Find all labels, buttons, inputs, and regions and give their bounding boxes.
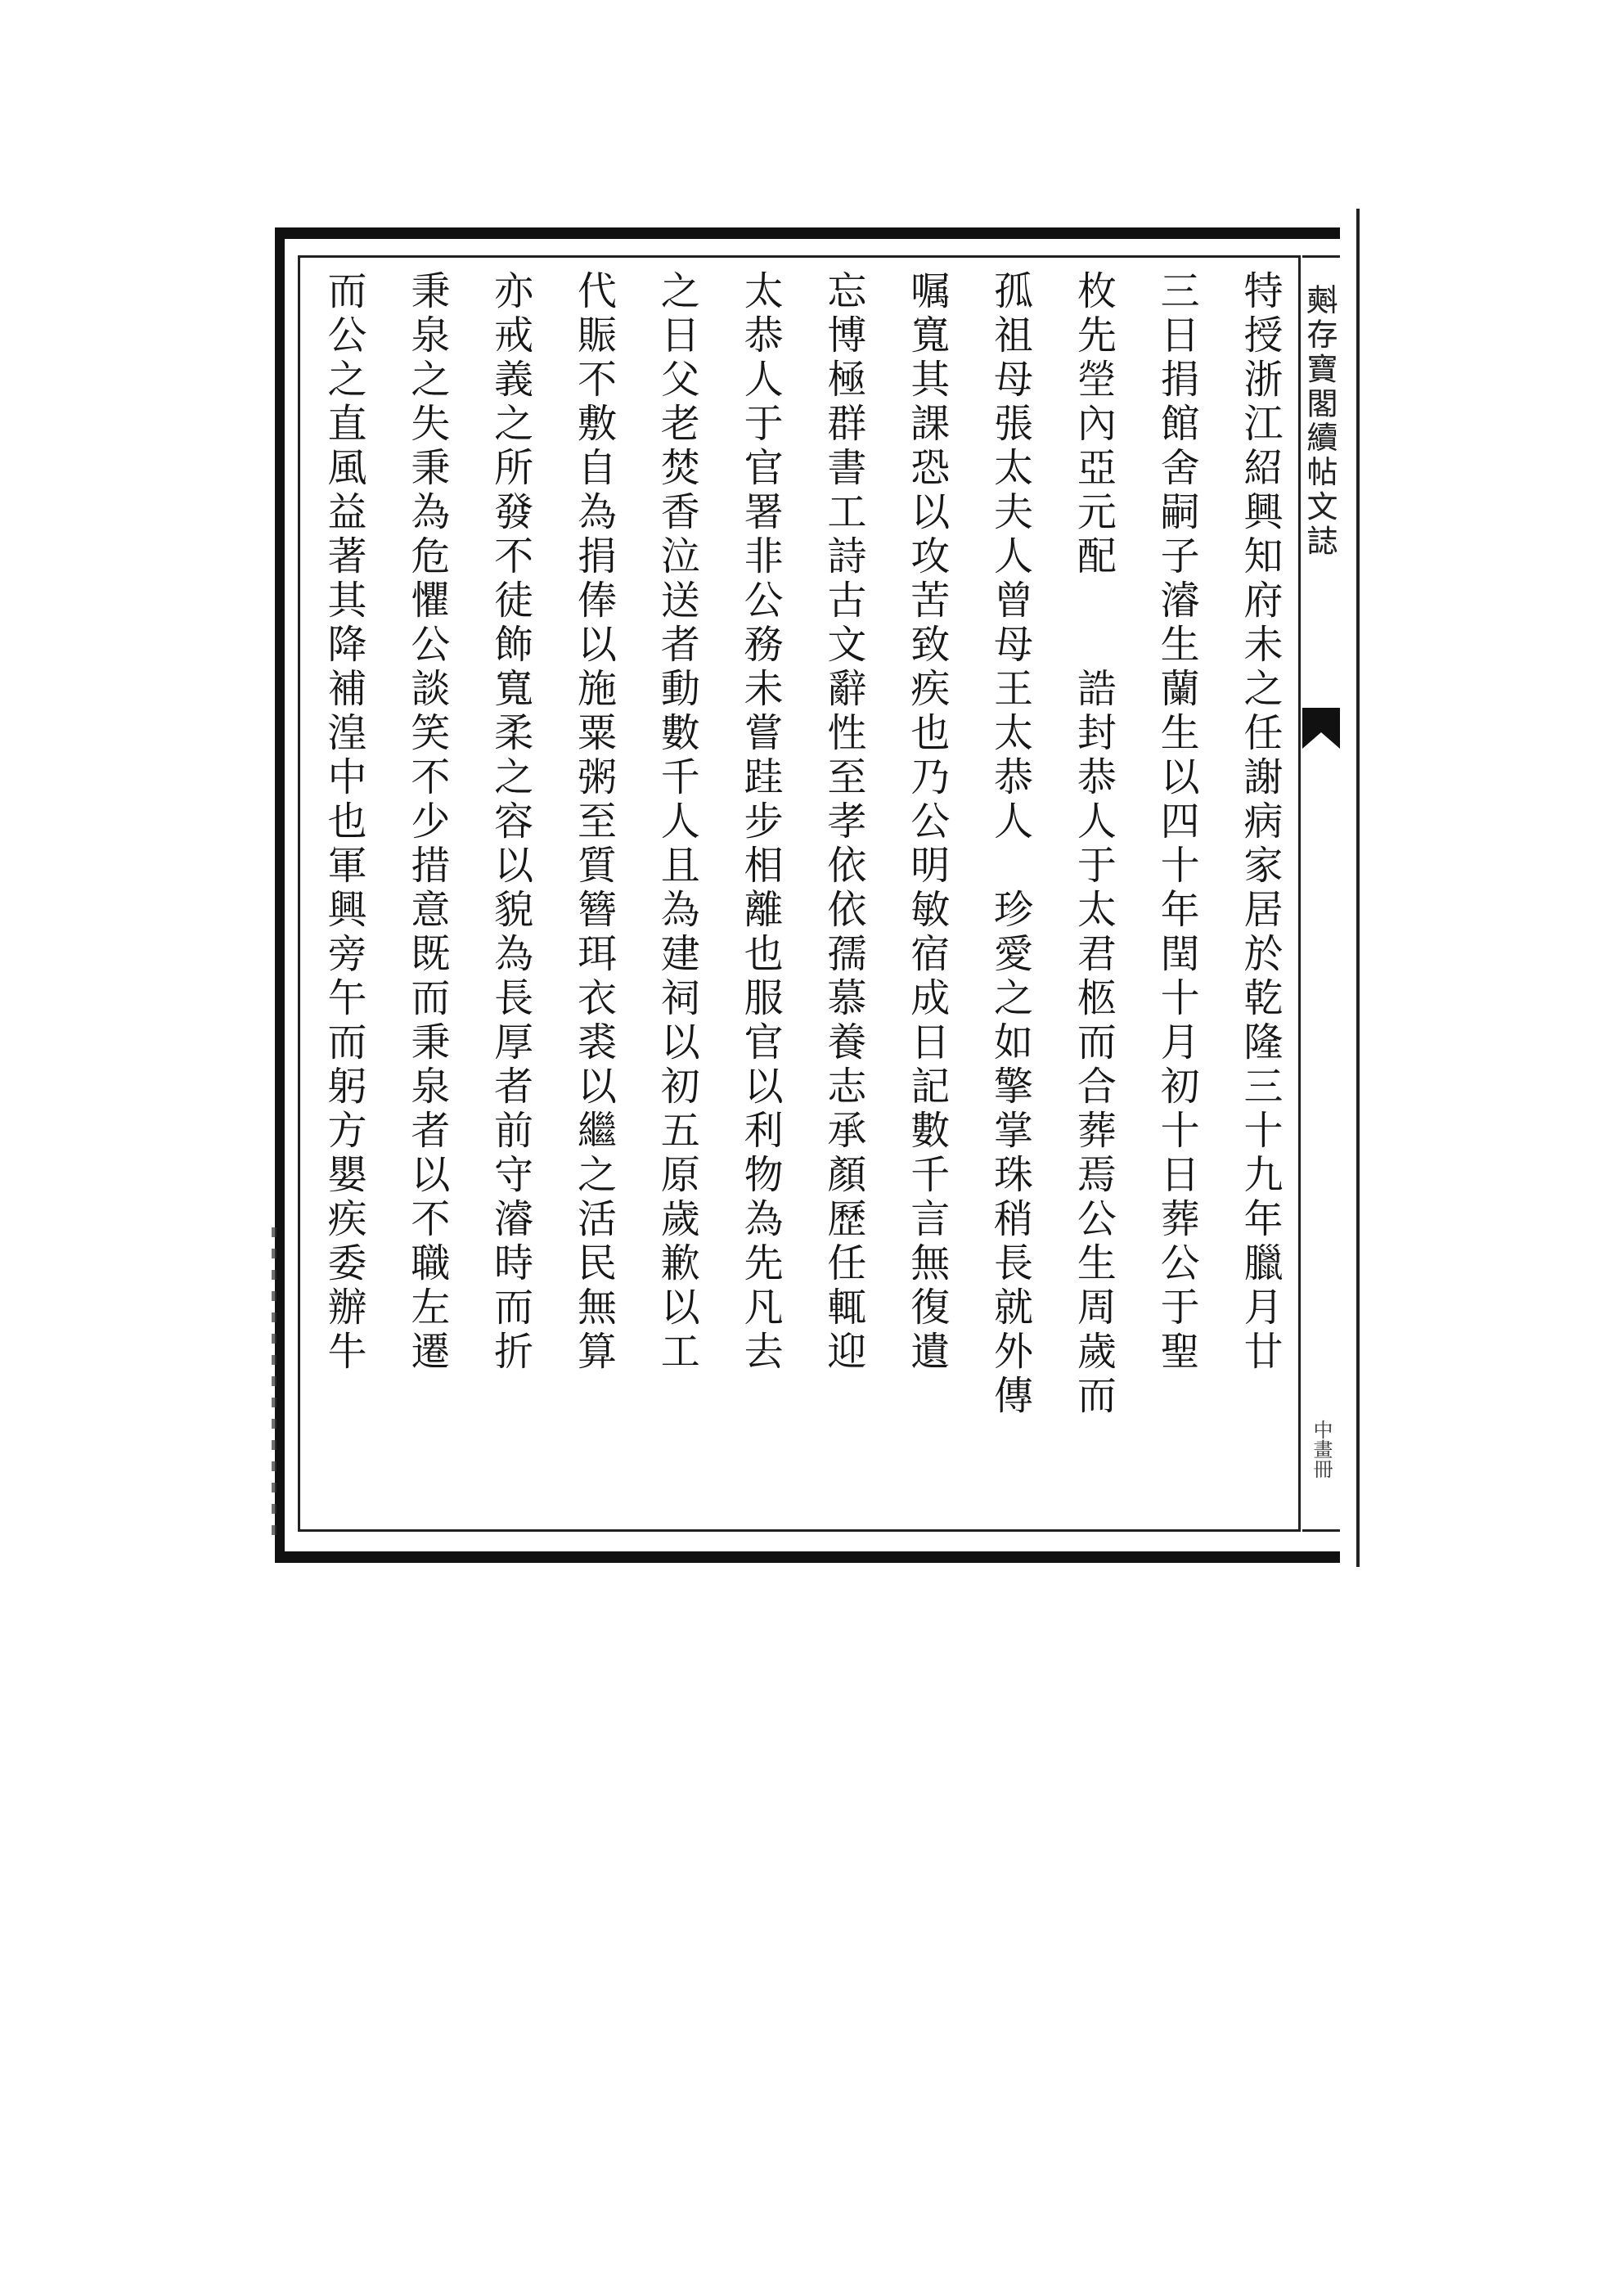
center-margin-column (1302, 255, 1340, 1532)
text-column-2: 三日捐館舍嗣子濬生蘭生以四十年閏十月初十日葬公于聖 (1153, 270, 1200, 1375)
text-column-11: 秉泉之失秉為危懼公談笑不少措意既而秉泉者以不職左遷 (403, 270, 450, 1375)
margin-title: 𣂏存寶閣續帖文誌 (1303, 286, 1339, 560)
text-column-12: 而公之直風益著其降補湟中也軍興旁午而躬方嬰疾委辦牛 (321, 270, 366, 1375)
text-column-8: 之日父老焚香泣送者動數千人且為建祠以初五原歲歉以工 (654, 270, 700, 1375)
text-column-7: 太恭人于官署非公務未嘗跬步相離也服官以利物為先凡去 (737, 270, 784, 1375)
text-column-4: 孤祖母張太夫人曾母王太恭人 珍愛之如擎掌珠稍長就外傳 (987, 270, 1033, 1419)
text-column-6: 忘博極群書工詩古文辭性至孝依依孺慕養志承顏歷任輒迎 (820, 270, 866, 1375)
text-column-9: 代賑不敷自為捐俸以施粟粥至質簪珥衣裘以繼之活民無算 (570, 270, 617, 1375)
scan-edge-specks (272, 1227, 276, 1538)
text-column-5: 嘱寬其課恐以攻苦致疾也乃公明敏宿成日記數千言無復遺 (903, 270, 950, 1375)
binding-edge (1356, 209, 1360, 1567)
text-column-10: 亦戒義之所發不徒飾寬柔之容以貌為長厚者前守濬時而折 (487, 270, 533, 1375)
folio-mark: 中畫冊 (1310, 1420, 1333, 1479)
text-column-1: 特授浙江紹興知府未之任謝病家居於乾隆三十九年臘月廿 (1236, 270, 1283, 1375)
fish-tail-mark (1302, 708, 1340, 749)
text-column-3: 枚先塋內亞元配 誥封恭人于太君柩而合葬焉公生周歲而 (1070, 270, 1117, 1419)
main-text-body (311, 270, 1293, 1514)
